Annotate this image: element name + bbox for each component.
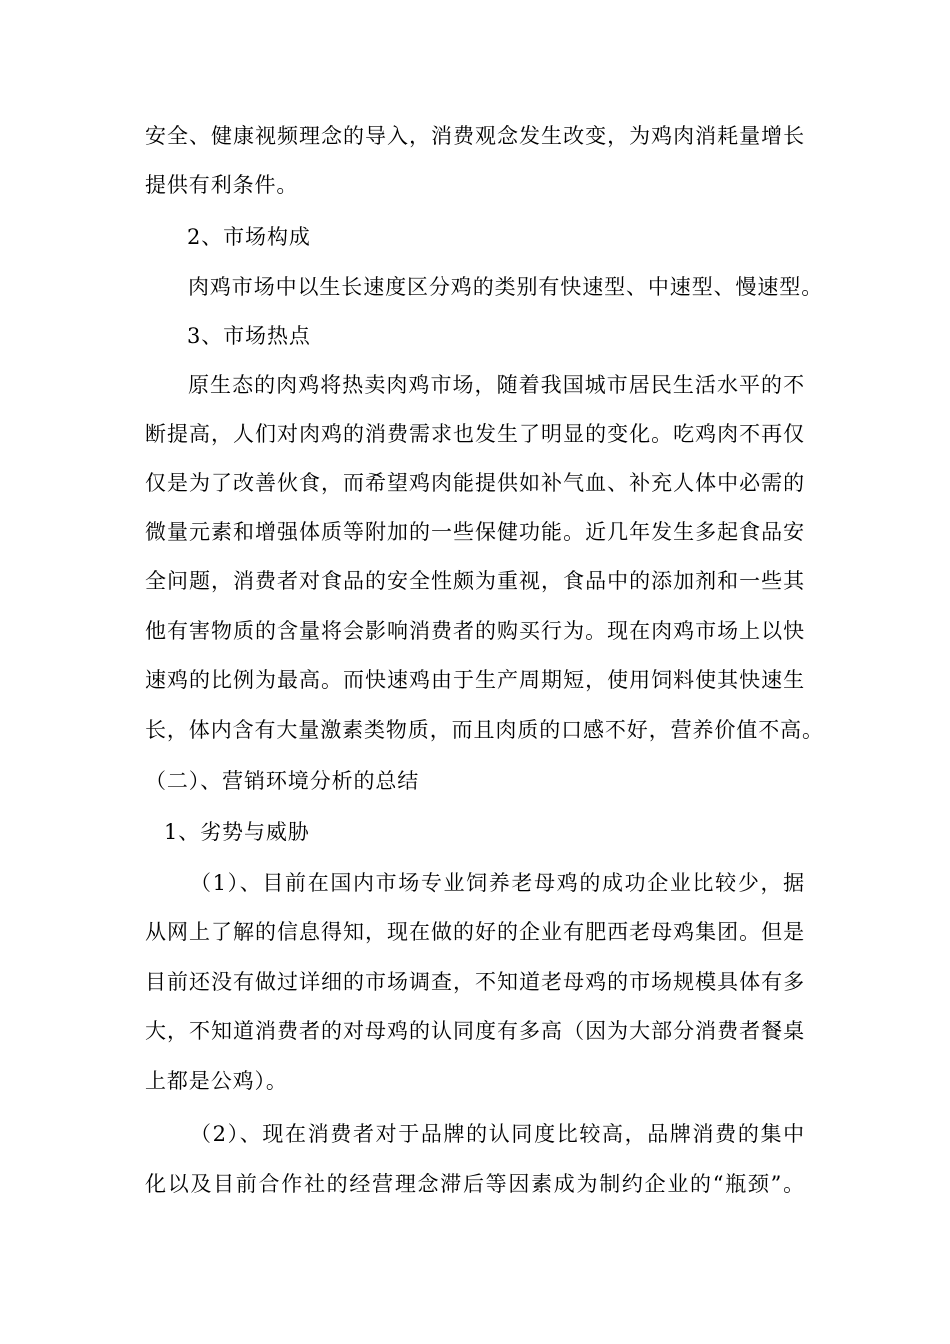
paragraph-line: 原生态的肉鸡将热卖肉鸡市场，随着我国城市居民生活水平的不 xyxy=(188,373,805,397)
paragraph-line: 速鸡的比例为最高。而快速鸡由于生产周期短，使用饲料使其快速生 xyxy=(145,668,805,692)
section-heading: 1、劣势与威胁 xyxy=(164,820,310,844)
paragraph-line: 微量元素和增强体质等附加的一些保健功能。近几年发生多起食品安 xyxy=(145,520,805,544)
paragraph-line: 提供有利条件。 xyxy=(145,173,299,197)
section-heading: 2、市场构成 xyxy=(187,225,311,249)
paragraph-line: 他有害物质的含量将会影响消费者的购买行为。现在肉鸡市场上以快 xyxy=(145,619,805,643)
paragraph-line: 仅是为了改善伙食，而希望鸡肉能提供如补气血、补充人体中必需的 xyxy=(145,471,805,495)
paragraph-line: 从网上了解的信息得知，现在做的好的企业有肥西老母鸡集团。但是 xyxy=(145,920,805,944)
paragraph-line: 上都是公鸡）。 xyxy=(145,1069,288,1093)
paragraph-line: 断提高，人们对肉鸡的消费需求也发生了明显的变化。吃鸡肉不再仅 xyxy=(145,422,805,446)
paragraph-line: 长，体内含有大量激素类物质，而且肉质的口感不好，营养价值不高。 xyxy=(145,718,824,742)
section-heading: （二）、营销环境分析的总结 xyxy=(145,769,420,793)
paragraph-line: 全问题，消费者对食品的安全性颇为重视，食品中的添加剂和一些其 xyxy=(145,569,805,593)
paragraph-line: （2）、现在消费者对于品牌的认同度比较高，品牌消费的集中 xyxy=(190,1122,805,1146)
paragraph-line: 化以及目前合作社的经营理念滞后等因素成为制约企业的“瓶颈”。 xyxy=(145,1172,805,1196)
section-heading: 3、市场热点 xyxy=(187,324,311,348)
paragraph-line: 安全、健康视频理念的导入，消费观念发生改变，为鸡肉消耗量增长 xyxy=(145,124,805,148)
paragraph-line: （1）、目前在国内市场专业饲养老母鸡的成功企业比较少，据 xyxy=(190,871,805,895)
paragraph-line: 大，不知道消费者的对母鸡的认同度有多高（因为大部分消费者餐桌 xyxy=(145,1019,805,1043)
paragraph-line: 肉鸡市场中以生长速度区分鸡的类别有快速型、中速型、慢速型。 xyxy=(188,275,824,299)
paragraph-line: 目前还没有做过详细的市场调查，不知道老母鸡的市场规模具体有多 xyxy=(145,970,805,994)
